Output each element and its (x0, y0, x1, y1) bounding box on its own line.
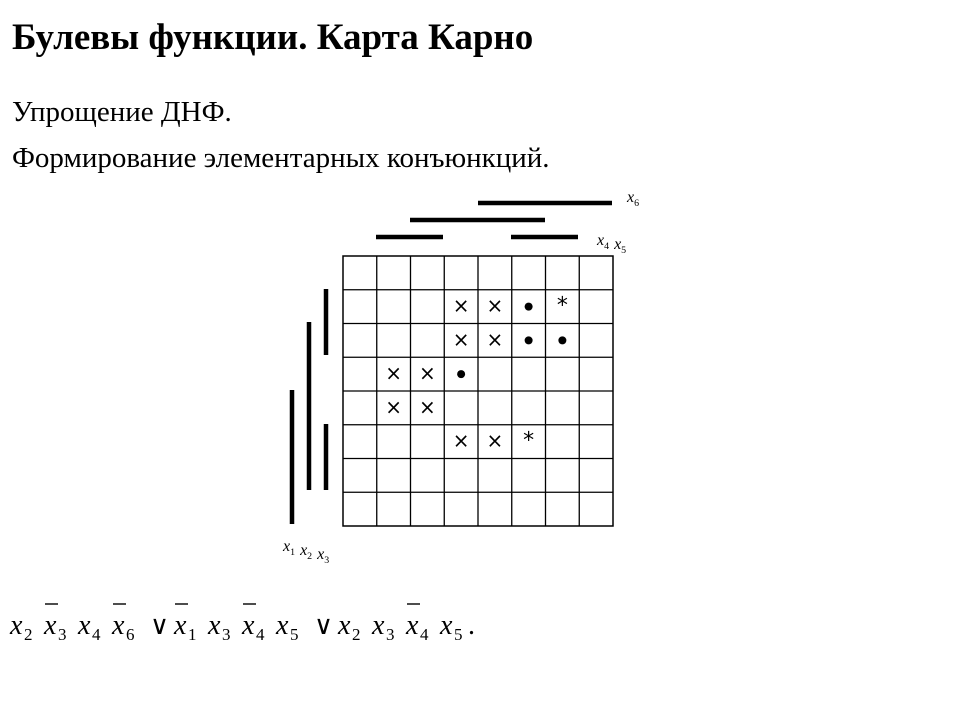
formula-subscript: 3 (58, 625, 67, 644)
cell-mark-cross: × (452, 293, 470, 318)
page-title: Булевы функции. Карта Карно (12, 17, 534, 58)
cell-mark-star: * (556, 293, 568, 319)
formula-variable: x (208, 610, 221, 641)
formula-variable: x (372, 610, 385, 641)
cell-mark-star: * (523, 428, 535, 454)
formula-subscript: 2 (352, 625, 361, 644)
cell-mark-dot (558, 336, 566, 344)
cell-mark-dot (525, 336, 533, 344)
formula-subscript: 2 (24, 625, 33, 644)
subtitle-conjunctions: Формирование элементарных конъюнкций. (12, 142, 550, 174)
formula-variable: x (78, 610, 91, 641)
formula-variable: x (44, 610, 57, 641)
formula-end: . (468, 610, 475, 641)
formula-subscript: 4 (256, 625, 265, 644)
cell-mark-cross: × (452, 327, 470, 352)
cell-mark-cross: × (385, 361, 403, 386)
label-x6: $x_6$ (627, 189, 640, 209)
cell-mark-dot (525, 303, 533, 311)
formula-subscript: 1 (188, 625, 197, 644)
formula-subscript: 4 (420, 625, 429, 644)
or-operator: ∨ (314, 611, 334, 641)
label-x1-x2-x3: $x_1$ $x_2$ $x_3$ (283, 538, 330, 566)
cell-mark-cross: × (385, 394, 403, 419)
formula-subscript: 3 (386, 625, 395, 644)
formula-subscript: 5 (454, 625, 463, 644)
formula-variable: x (174, 610, 187, 641)
formula-variable: x (10, 610, 23, 641)
formula-subscript: 4 (92, 625, 101, 644)
formula-subscript: 3 (222, 625, 231, 644)
formula-variable: x (338, 610, 351, 641)
formula-subscript: 5 (290, 625, 299, 644)
cell-mark-cross: × (486, 428, 504, 453)
cell-mark-cross: × (452, 428, 470, 453)
formula-variable: x (112, 610, 125, 641)
cell-mark-cross: × (418, 361, 436, 386)
formula-variable: x (406, 610, 419, 641)
cell-mark-cross: × (486, 327, 504, 352)
or-operator: ∨ (150, 611, 170, 641)
formula-variable: x (276, 610, 289, 641)
cell-mark-cross: × (486, 293, 504, 318)
label-x4-x5: $x_4$ $x_5$ (597, 232, 627, 256)
simplified-dnf-formula (0, 580, 520, 660)
subtitle-simplification: Упрощение ДНФ. (12, 96, 232, 128)
formula-subscript: 6 (126, 625, 135, 644)
cell-mark-dot (457, 370, 465, 378)
formula-variable: x (242, 610, 255, 641)
cell-mark-cross: × (418, 394, 436, 419)
formula-variable: x (440, 610, 453, 641)
